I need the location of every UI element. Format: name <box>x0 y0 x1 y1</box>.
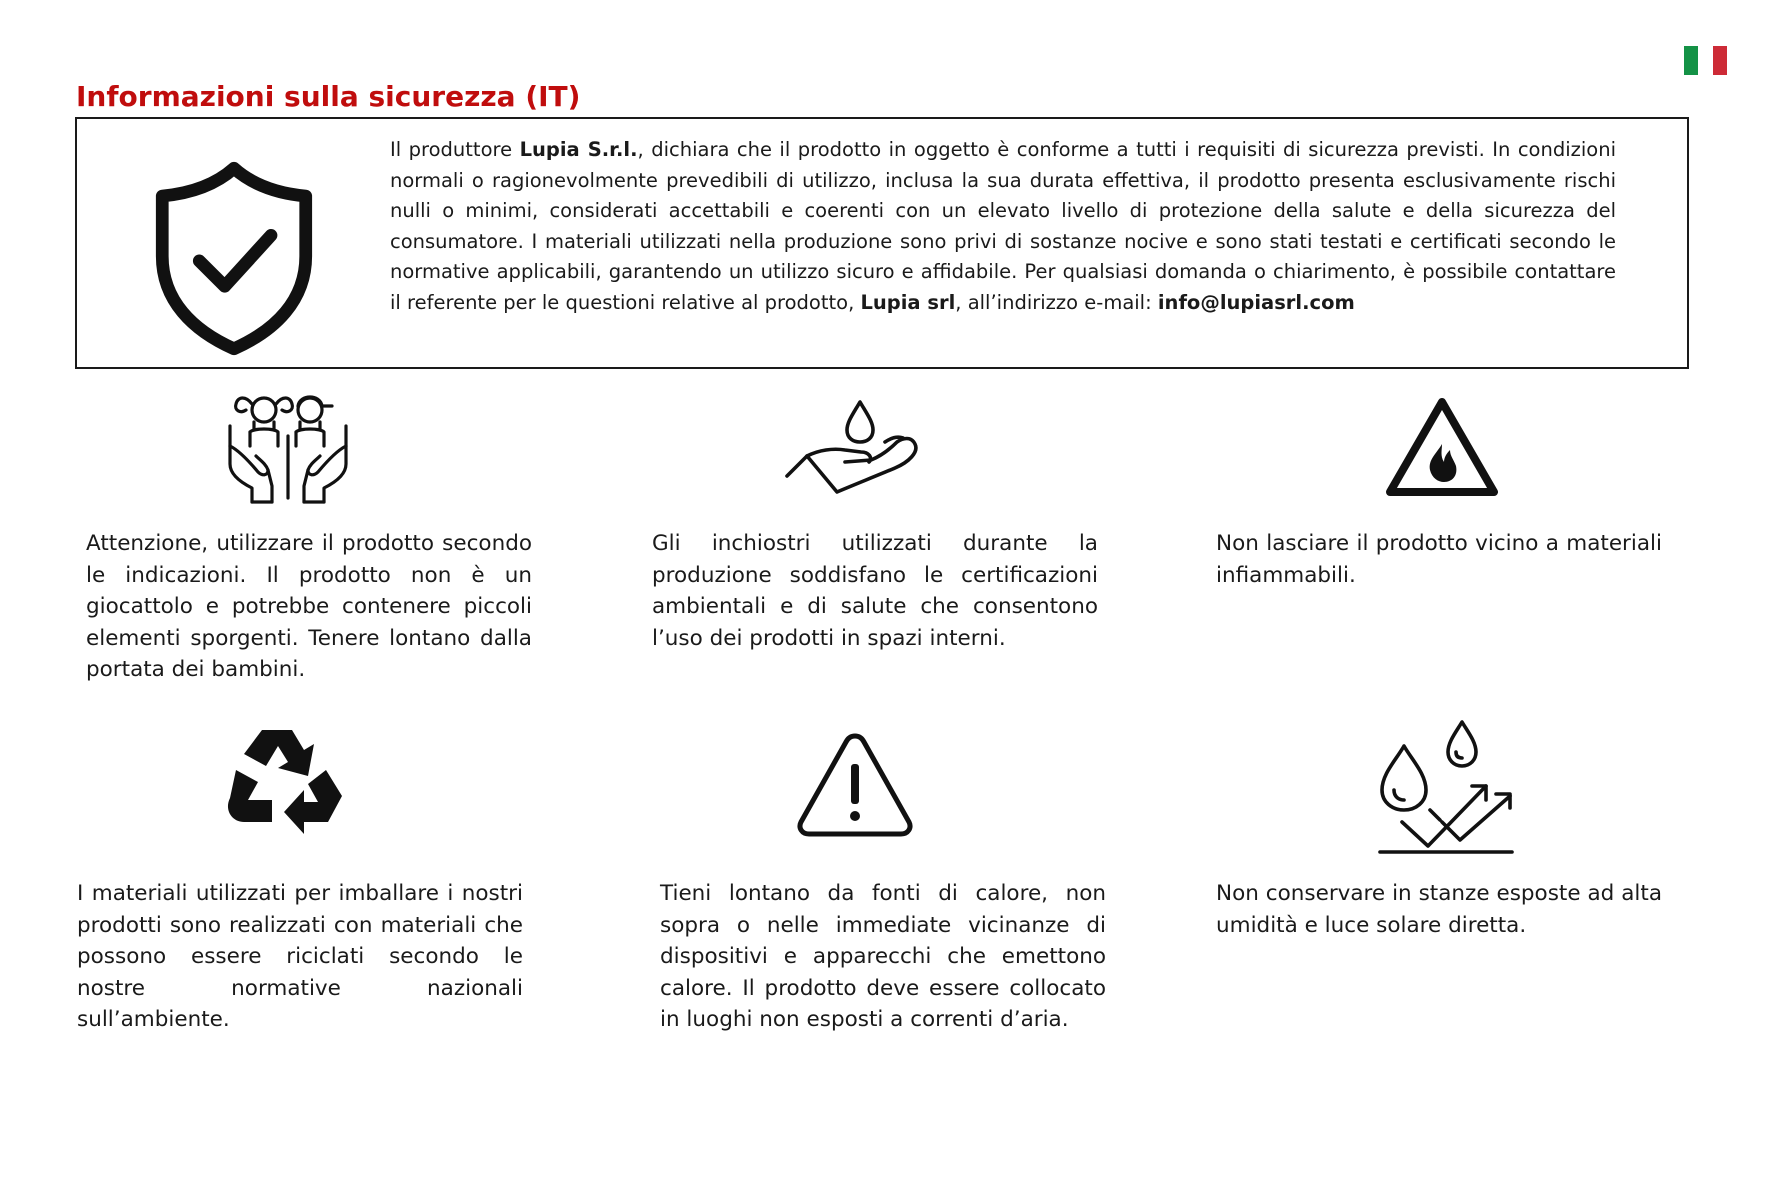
hand-water-drop-icon <box>785 398 920 498</box>
safety-note-children: Attenzione, utilizzare il prodotto secondo le indicazioni. Il prodotto non è un giocattolo e potrebbe contenere piccoli elementi sporgenti. Tenere lontano dalla portata dei bambini. <box>86 531 532 682</box>
flammable-warning-icon <box>1382 394 1502 500</box>
warning-exclamation-icon <box>795 730 915 838</box>
safety-declaration-box <box>75 117 1689 369</box>
humidity-sunlight-icon <box>1376 718 1516 854</box>
safety-note-humidity: Non conservare in stanze esposte ad alta umidità e luce solare diretta. <box>1216 881 1662 938</box>
safety-note-inks: Gli inchiostri utilizzati durante la produzione soddisfano le certificazioni ambientali e di salute che consentono l’uso dei prodotti in spazi interni. <box>652 531 1098 651</box>
safety-note-flammable: Non lasciare il prodotto vicino a materiali infiammabili. <box>1216 531 1662 588</box>
italian-flag-icon <box>1684 46 1727 75</box>
safety-note-recycling: I materiali utilizzati per imballare i nostri prodotti sono realizzati con materiali che possono essere riciclati secondo le nostre normative nazionali sull’ambiente. <box>77 881 523 1032</box>
shield-check-icon <box>153 159 315 337</box>
company-name: Lupia S.r.l. <box>519 138 638 161</box>
recycle-icon <box>222 722 352 848</box>
declaration-text: Il produttore Lupia S.r.l., dichiara che il prodotto in oggetto è conforme a tutti i requisiti di sicurezza previsti. In condizioni normali o ragionevolmente prevedibili di utilizzo, inclusa la sua durata effettiva, il prodotto presenta esclusivamente rischi nulli o minimi, considerati accettabili e coerenti con un elevato livello di protezione della salute e della sicurezza del consumatore. I materiali utilizzati nella produzione sono privi di sostanze nocive e sono stati testati e certificati secondo le normative applicabili, garantendo un utilizzo sicuro e affidabile. Per qualsiasi domanda o chiarimento, è possibile contattare il referente per le questioni relative al prodotto, Lupia srl, all’indirizzo e-mail: info@lupiasrl.com <box>390 138 1616 314</box>
page-title: Informazioni sulla sicurezza (IT) <box>76 80 581 113</box>
children-hands-icon <box>222 386 354 506</box>
contact-email: info@lupiasrl.com <box>1157 290 1355 314</box>
contact-name: Lupia srl <box>860 290 956 314</box>
safety-note-heat: Tieni lontano da fonti di calore, non sopra o nelle immediate vicinanze di dispositivi e apparecchi che emettono calore. Il prodotto deve essere collocato in luoghi non esposti a correnti d’aria. <box>660 881 1106 1032</box>
